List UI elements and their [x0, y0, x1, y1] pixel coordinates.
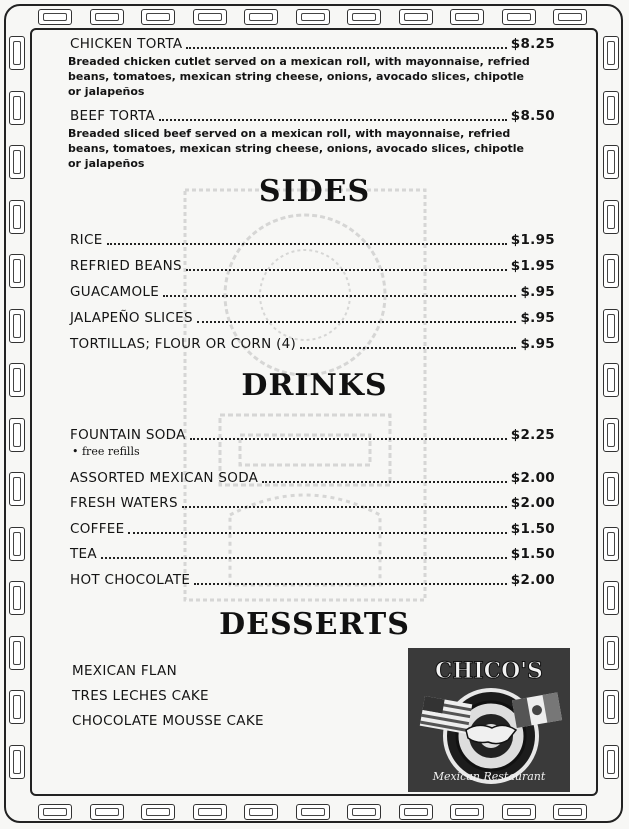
greek-key-tile	[603, 690, 619, 724]
greek-key-tile	[9, 472, 25, 506]
section-heading-sides: SIDES	[258, 174, 371, 209]
greek-key-tile	[603, 36, 619, 70]
item-price: $1.50	[510, 521, 555, 537]
greek-key-tile	[244, 9, 278, 25]
item-price: $8.50	[510, 108, 555, 124]
greek-key-tile	[603, 472, 619, 506]
greek-key-tile	[296, 9, 330, 25]
greek-key-tile	[9, 745, 25, 779]
greek-key-tile	[90, 9, 124, 25]
greek-key-tile	[603, 745, 619, 779]
item-name: TORTILLAS; FLOUR OR CORN (4)	[70, 336, 297, 352]
logo-title: CHICO'S	[435, 658, 543, 684]
menu-item	[70, 572, 555, 588]
item-name: HOT CHOCOLATE	[70, 572, 191, 588]
greek-key-tile	[603, 527, 619, 561]
item-description: Breaded chicken cutlet served on a mexican roll, with mayonnaise, refried beans, tomatoes, mexican string cheese, onions, avocado slices, chipotle or jalapeños	[68, 55, 530, 98]
menu-item	[70, 470, 555, 486]
leader-dots	[107, 242, 507, 245]
item-price: $1.95	[510, 232, 555, 248]
leader-dots	[197, 320, 517, 323]
section-heading-drinks: DRINKS	[241, 368, 388, 403]
greek-key-tile	[553, 9, 587, 25]
greek-key-tile	[347, 9, 381, 25]
greek-key-tile	[347, 804, 381, 820]
greek-key-tile	[502, 804, 536, 820]
leader-dots	[186, 268, 507, 271]
greek-key-tile	[450, 9, 484, 25]
greek-key-tile	[244, 804, 278, 820]
greek-key-tile	[141, 804, 175, 820]
menu-item	[70, 310, 555, 326]
item-name: BEEF TORTA	[70, 108, 156, 124]
greek-key-tile	[603, 254, 619, 288]
item-name: GUACAMOLE	[70, 284, 160, 300]
leader-dots	[159, 118, 507, 121]
item-price: $1.95	[510, 258, 555, 274]
menu-item	[70, 427, 555, 443]
menu-item	[70, 258, 555, 274]
item-note: • free refills	[72, 445, 140, 458]
greek-key-tile	[9, 418, 25, 452]
greek-key-tile	[90, 804, 124, 820]
leader-dots	[194, 582, 507, 585]
item-price: $2.25	[510, 427, 555, 443]
item-name: COFFEE	[70, 521, 125, 537]
item-price: $.95	[520, 310, 555, 326]
item-name: FOUNTAIN SODA	[70, 427, 186, 443]
item-name: JALAPEÑO SLICES	[70, 310, 193, 326]
greek-key-tile	[450, 804, 484, 820]
greek-key-tile	[399, 9, 433, 25]
leader-dots	[163, 294, 516, 297]
greek-key-tile	[9, 690, 25, 724]
section-heading-desserts: DESSERTS	[219, 607, 410, 642]
greek-key-tile	[399, 804, 433, 820]
item-name: REFRIED BEANS	[70, 258, 182, 274]
item-price: $.95	[520, 336, 555, 352]
leader-dots	[101, 556, 507, 559]
item-price: $8.25	[510, 36, 555, 52]
menu-item	[70, 521, 555, 537]
greek-key-tile	[9, 91, 25, 125]
greek-key-tile	[9, 527, 25, 561]
greek-key-tile	[502, 9, 536, 25]
leader-dots	[300, 346, 516, 349]
menu-item-beef-torta	[70, 108, 555, 124]
greek-key-tile	[553, 804, 587, 820]
item-price: $2.00	[510, 470, 555, 486]
menu-item	[70, 546, 555, 562]
item-name: ASSORTED MEXICAN SODA	[70, 470, 259, 486]
greek-key-tile	[193, 804, 227, 820]
menu-item	[70, 284, 555, 300]
greek-key-tile	[38, 9, 72, 25]
leader-dots	[182, 505, 507, 508]
item-name: CHICKEN TORTA	[70, 36, 183, 52]
item-name: TEA	[70, 546, 97, 562]
menu-item	[70, 495, 555, 511]
greek-key-tile	[603, 418, 619, 452]
dessert-item: TRES LECHES CAKE	[72, 688, 209, 704]
item-price: $1.50	[510, 546, 555, 562]
greek-key-tile	[38, 804, 72, 820]
logo-graphic	[408, 648, 570, 792]
item-name: FRESH WATERS	[70, 495, 178, 511]
menu-item-chicken-torta	[70, 36, 555, 52]
leader-dots	[262, 480, 507, 483]
logo-subtitle: Mexican Restaurant	[432, 770, 546, 783]
item-price: $.95	[520, 284, 555, 300]
greek-key-tile	[603, 91, 619, 125]
greek-key-tile	[296, 804, 330, 820]
dessert-item: CHOCOLATE MOUSSE CAKE	[72, 713, 264, 729]
greek-key-tile	[193, 9, 227, 25]
leader-dots	[186, 46, 506, 49]
item-description: Breaded sliced beef served on a mexican roll, with mayonnaise, refried beans, tomatoes, mexican string cheese, onions, avocado slices, chipotle or jalapeños	[68, 127, 525, 170]
greek-key-tile	[141, 9, 175, 25]
menu-item	[70, 336, 555, 352]
greek-key-tile	[9, 36, 25, 70]
item-price: $2.00	[510, 572, 555, 588]
restaurant-logo	[408, 648, 570, 792]
menu-item	[70, 232, 555, 248]
leader-dots	[190, 437, 507, 440]
item-price: $2.00	[510, 495, 555, 511]
leader-dots	[128, 531, 506, 534]
item-name: RICE	[70, 232, 103, 248]
greek-key-tile	[603, 309, 619, 343]
greek-key-tile	[9, 254, 25, 288]
greek-key-tile	[9, 309, 25, 343]
dessert-item: MEXICAN FLAN	[72, 663, 177, 679]
